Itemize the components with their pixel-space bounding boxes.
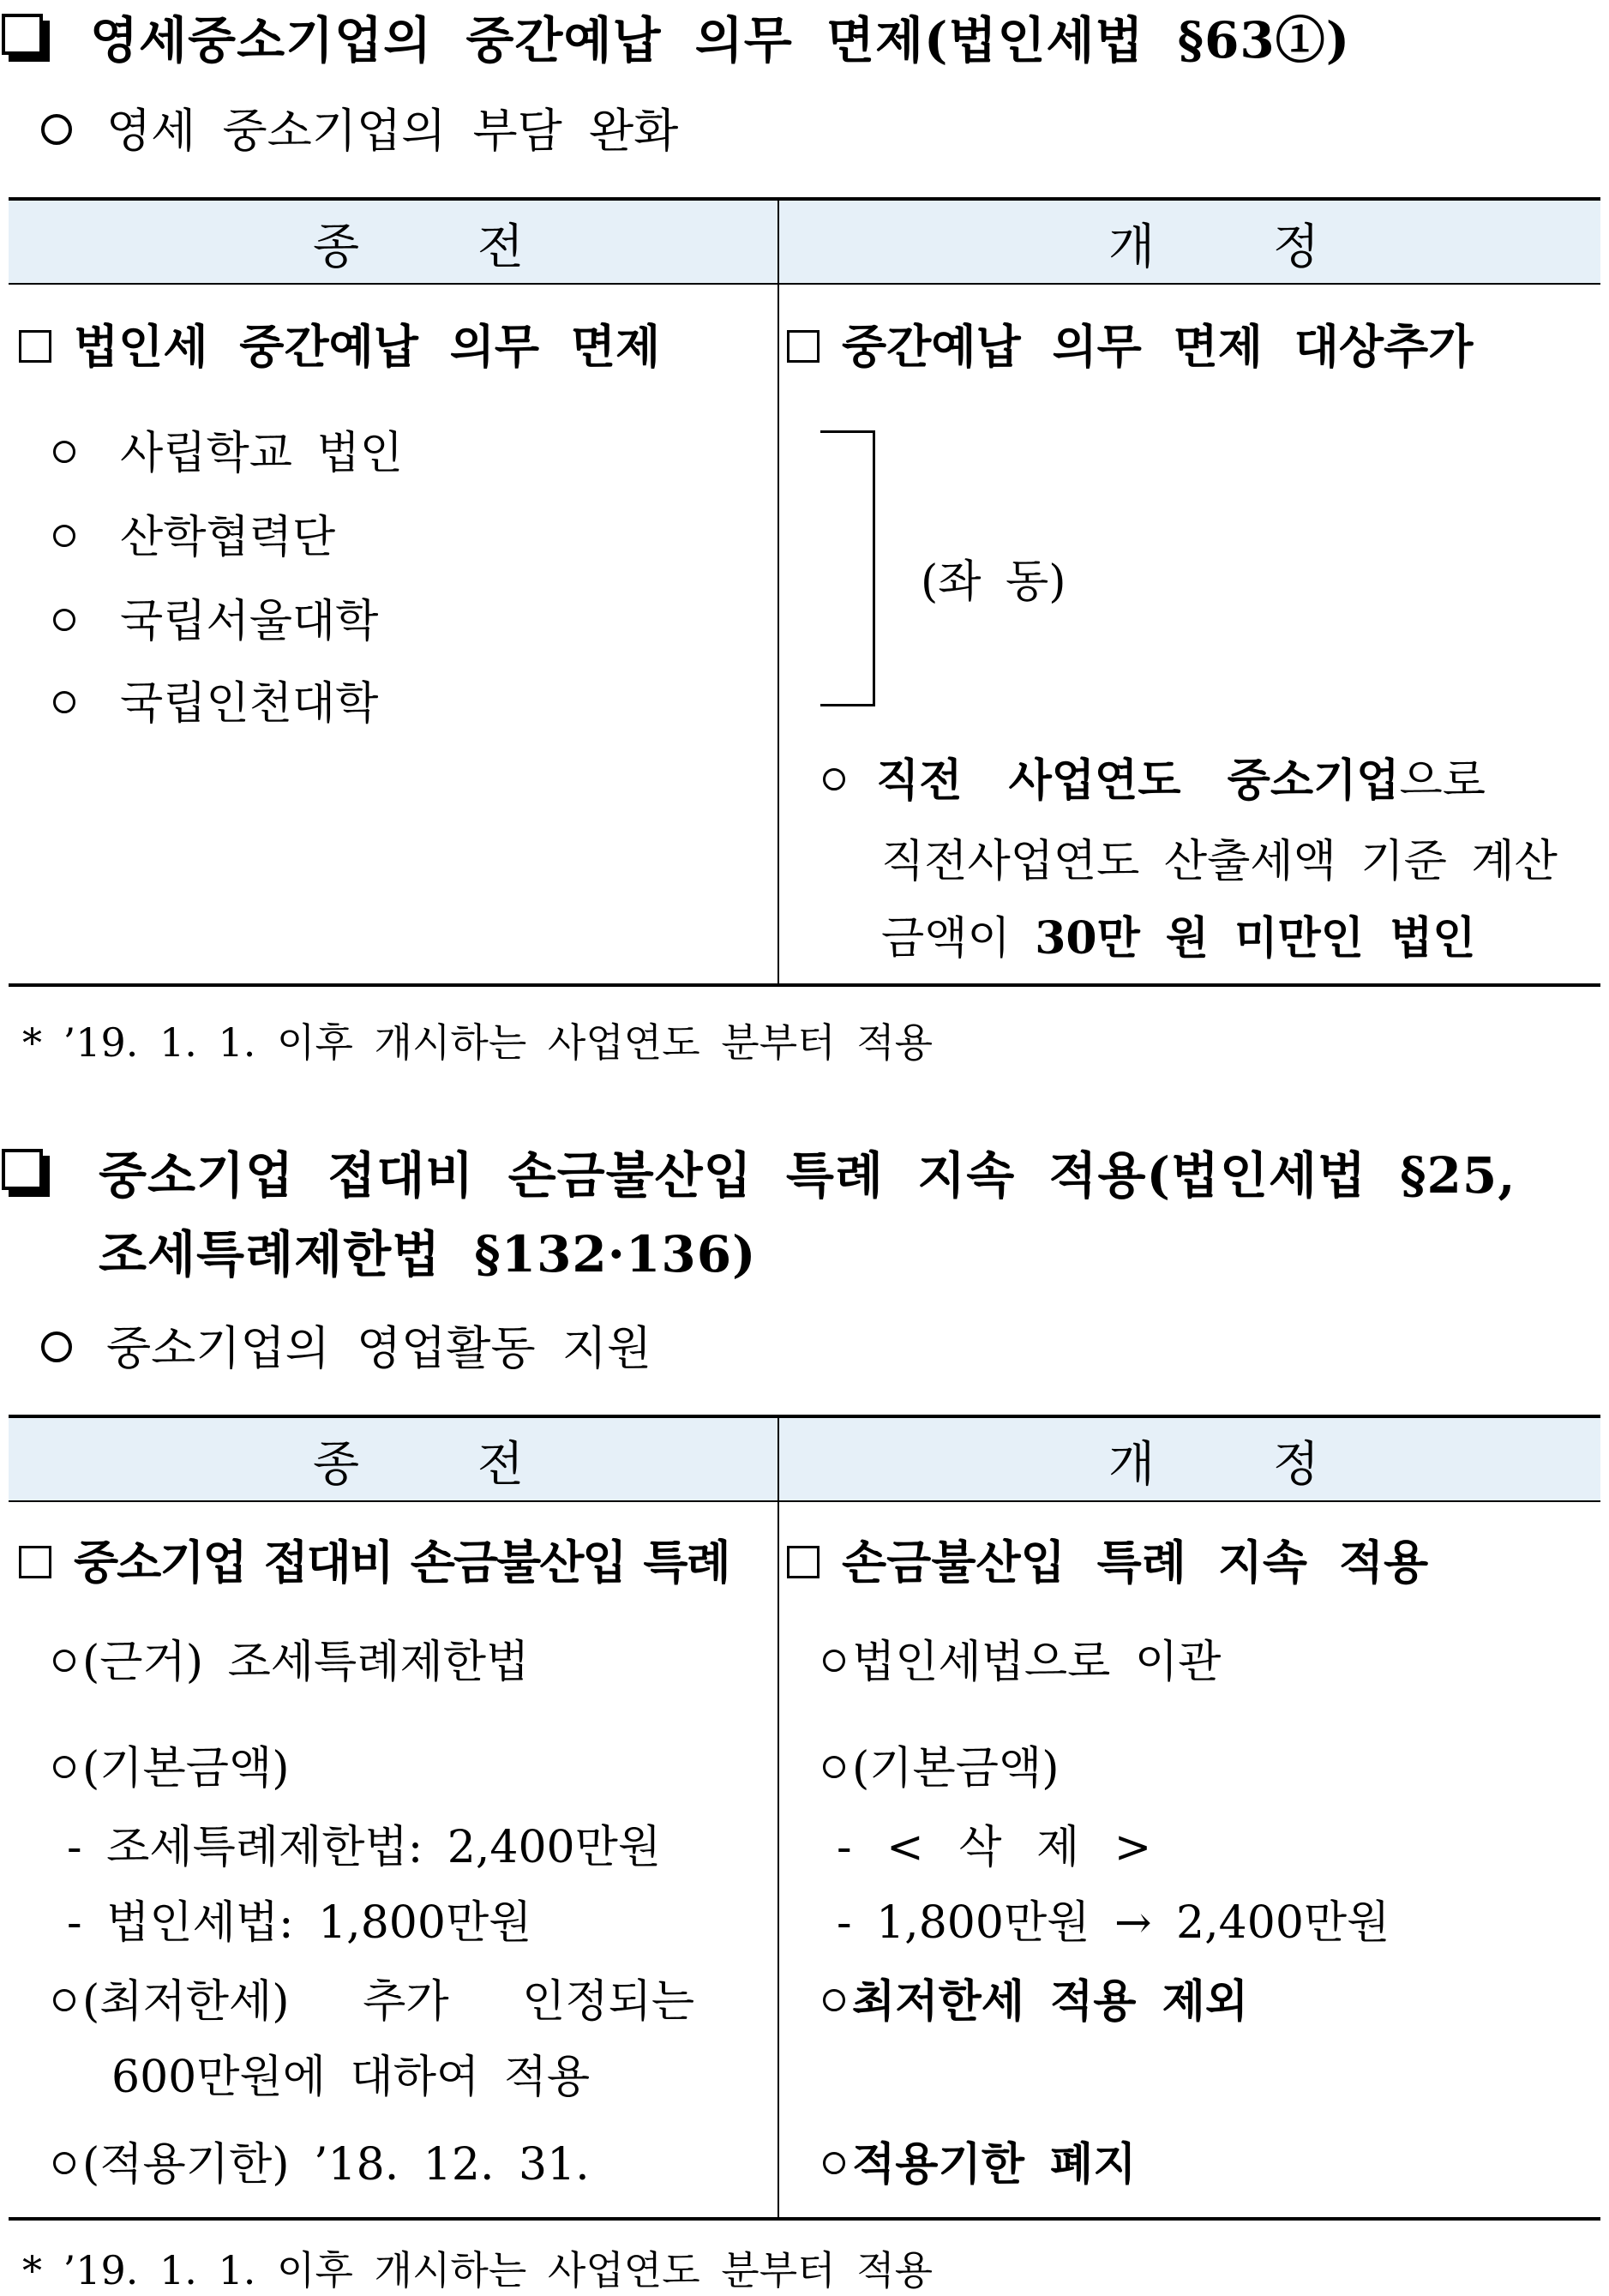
section2-title-line1: 중소기업 접대비 손금불산입 특례 지속 적용(법인세법 §25, — [99, 1146, 1516, 1205]
circle-bullet-icon — [823, 768, 845, 790]
list-item: (적용기한) ’18. 12. 31. — [53, 2128, 590, 2192]
circle-bullet-icon — [823, 1989, 845, 2011]
table1-header-left: 종 전 — [313, 219, 575, 275]
list-item: 사립학교 법인 — [53, 417, 403, 481]
circle-bullet-icon — [41, 114, 72, 145]
list-item: 법인세법으로 이관 — [823, 1626, 1221, 1690]
section1-subtitle-row — [41, 94, 678, 160]
list-item: - 조세특례제한법: 2,400만원 — [67, 1822, 662, 1873]
square-bullet-icon — [19, 1546, 51, 1578]
table1-right-new-line3: 금액이 30만 원 미만인 법인 — [881, 912, 1476, 965]
list-item: 국립인천대학 — [53, 667, 378, 731]
square-bullet-icon — [787, 1546, 820, 1578]
circle-bullet-icon — [53, 609, 75, 631]
circle-bullet-icon — [53, 2152, 75, 2174]
table2-bottom-border — [9, 2217, 1600, 2221]
list-item: - < 삭 제 > — [837, 1822, 1152, 1873]
section-bullet-icon — [2, 1149, 43, 1190]
circle-bullet-icon — [823, 1756, 845, 1778]
square-bullet-icon — [19, 330, 51, 363]
table1-right-heading: 중간예납 의무 면제 대상추가 — [842, 319, 1474, 374]
table1-left-heading: 법인세 중간예납 의무 면제 — [74, 319, 661, 374]
section2-title-line2: 조세특례제한법 §132·136) — [99, 1225, 757, 1283]
table1-top-border — [9, 197, 1600, 201]
circle-bullet-icon — [53, 1756, 75, 1778]
list-item: (기본금액) — [53, 1732, 290, 1796]
square-bullet-icon — [787, 330, 820, 363]
section1-subtitle: 영세 중소기업의 부담 완화 — [106, 104, 679, 158]
table1-bottom-border — [9, 983, 1600, 987]
circle-bullet-icon — [41, 1331, 72, 1362]
circle-bullet-icon — [53, 1989, 75, 2011]
table2-column-divider — [777, 1415, 779, 2221]
circle-bullet-icon — [53, 441, 75, 463]
table2-left-heading-row — [19, 1526, 729, 1592]
section1-title: 영세중소기업의 중간예납 의무 면제(법인세법 §63①) — [90, 11, 1351, 69]
list-item: - 1,800만원 → 2,400만원 — [837, 1897, 1390, 1949]
table1-column-divider — [777, 197, 779, 986]
table2-left-heading: 중소기업 접대비 손금불산입 특례 — [74, 1535, 729, 1590]
section-bullet-icon — [2, 14, 43, 55]
bracket-icon — [820, 430, 875, 706]
list-item: (최저한세) 추가 인정되는 — [53, 1965, 694, 2029]
table1-right-heading-row — [787, 310, 1473, 376]
list-item: (기본금액) — [823, 1732, 1060, 1796]
list-item: 국립서울대학 — [53, 585, 378, 649]
table1-header-border — [9, 283, 1600, 285]
table2-header-border — [9, 1500, 1600, 1502]
list-item: 최저한세 적용 제외 — [823, 1965, 1248, 2029]
table2-right-heading-row — [787, 1526, 1428, 1592]
circle-bullet-icon — [823, 2152, 845, 2174]
circle-bullet-icon — [53, 525, 75, 547]
list-item: (근거) 조세특례제한법 — [53, 1626, 529, 1690]
section2-subtitle-row — [41, 1312, 651, 1378]
table1-left-heading-row — [19, 310, 660, 376]
same-as-left-label: (좌 동) — [921, 556, 1066, 608]
section1-note: * ’19. 1. 1. 이후 개시하는 사업연도 분부터 적용 — [22, 1019, 934, 1066]
table1-header-right: 개 정 — [1108, 219, 1371, 275]
list-item: - 법인세법: 1,800만원 — [67, 1897, 532, 1949]
table1-right-new-line2: 직전사업연도 산출세액 기준 계산 — [881, 836, 1558, 887]
table2-top-border — [9, 1415, 1600, 1418]
table1-right-new-item: 직전 사업연도 중소기업으로 — [823, 744, 1486, 808]
list-item: 산학협력단 — [53, 501, 335, 565]
list-item: 적용기한 폐지 — [823, 2128, 1137, 2192]
table2-header-left: 종 전 — [313, 1437, 575, 1493]
section2-note: * ’19. 1. 1. 이후 개시하는 사업연도 분부터 적용 — [22, 2247, 934, 2293]
circle-bullet-icon — [823, 1650, 845, 1672]
table2-right-heading: 손금불산입 특례 지속 적용 — [842, 1535, 1429, 1590]
table2-header-right: 개 정 — [1108, 1437, 1371, 1493]
list-item: 600만원에 대하여 적용 — [111, 2052, 591, 2103]
circle-bullet-icon — [53, 691, 75, 713]
section2-subtitle: 중소기업의 영업활동 지원 — [106, 1321, 652, 1375]
circle-bullet-icon — [53, 1650, 75, 1672]
